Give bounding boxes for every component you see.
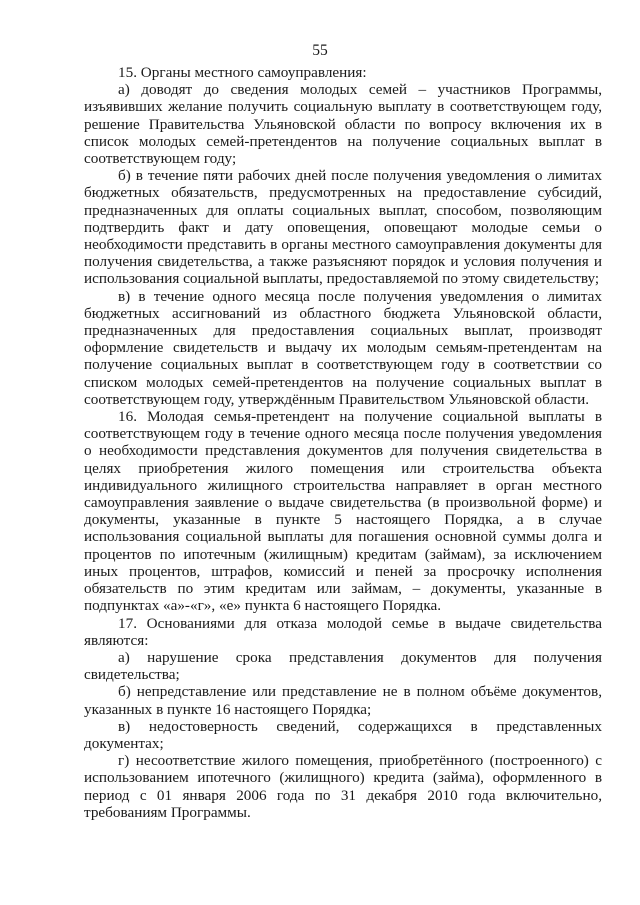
paragraph-17-v: в) недостоверность сведений, содержащихся в представленных документах; [84,717,602,752]
paragraph-15-b: б) в течение пяти рабочих дней после получения уведомления о лимитах бюджетных обязательств, предусмотренных на предоставление субсидий, предназначенных для оплаты социальных выплат, способом, позволяющим подтвердить факт и дату оповещения, оповещают молодые семьи о необходимости представить в органы местного самоуправления документы для получения свидетельства, а также разъясняют порядок и условия получения и использования социальной выплаты, предоставляемой по этому свидетельству; [84,167,602,288]
paragraph-16: 16. Молодая семья-претендент на получение социальной выплаты в соответствующем году в течение одного месяца после получения уведомления о необходимости представления документов для получения свидетельства в целях приобретения жилого помещения или строительства объекта индивидуального жилищного строительства направляет в орган местного самоуправления заявление о выдаче свидетельства (в произвольной форме) и документы, указанные в пункте 5 настоящего Порядка, а в случае использования социальной выплаты для погашения основной суммы долга и процентов по ипотечным (жилищным) кредитам (займам), за исключением иных процентов, штрафов, комиссий и пеней за просрочку исполнения обязательств по этим кредитам или займам, – документы, указанные в подпунктах «а»-«г», «е» пункта 6 настоящего Порядка. [84,408,602,615]
page-number: 55 [312,42,328,59]
document-body [84,64,602,821]
paragraph-17-a: а) нарушение срока представления документов для получения свидетельства; [84,648,602,684]
paragraph-15-v: в) в течение одного месяца после получения уведомления о лимитах бюджетных ассигнований из областного бюджета Ульяновской области, предназначенных для предоставления социальных выплат, производят оформление свидетельств и выдачу их молодым семьям-претендентам на получение социальных выплат в соответствующем году в соответствии со списком молодых семей-претендентов на получение социальных выплат в соответствующем году, утверждённым Правительством Ульяновской области. [84,287,602,408]
paragraph-15-a: а) доводят до сведения молодых семей – участников Программы, изъявивших желание получить социальную выплату в соответствующем году, решение Правительства Ульяновской области по вопросу включения их в список молодых семей-претендентов на получение социальных выплат в соответствующем году; [84,81,602,168]
paragraph-17-heading: 17. Основаниями для отказа молодой семье в выдаче свидетельства являются: [84,614,602,649]
paragraph-17-b: б) непредставление или представление не в полном объёме документов, указанных в пункте 16 настоящего Порядка; [84,683,602,718]
paragraph-17-g: г) несоответствие жилого помещения, приобретённого (построенного) с использованием ипотечного (жилищного) кредита (займа), оформленного в период с 01 января 2006 года по 31 декабря 2010 года включительно, требованиям Программы. [84,752,602,821]
paragraph-15-heading: 15. Органы местного самоуправления: [118,64,367,81]
